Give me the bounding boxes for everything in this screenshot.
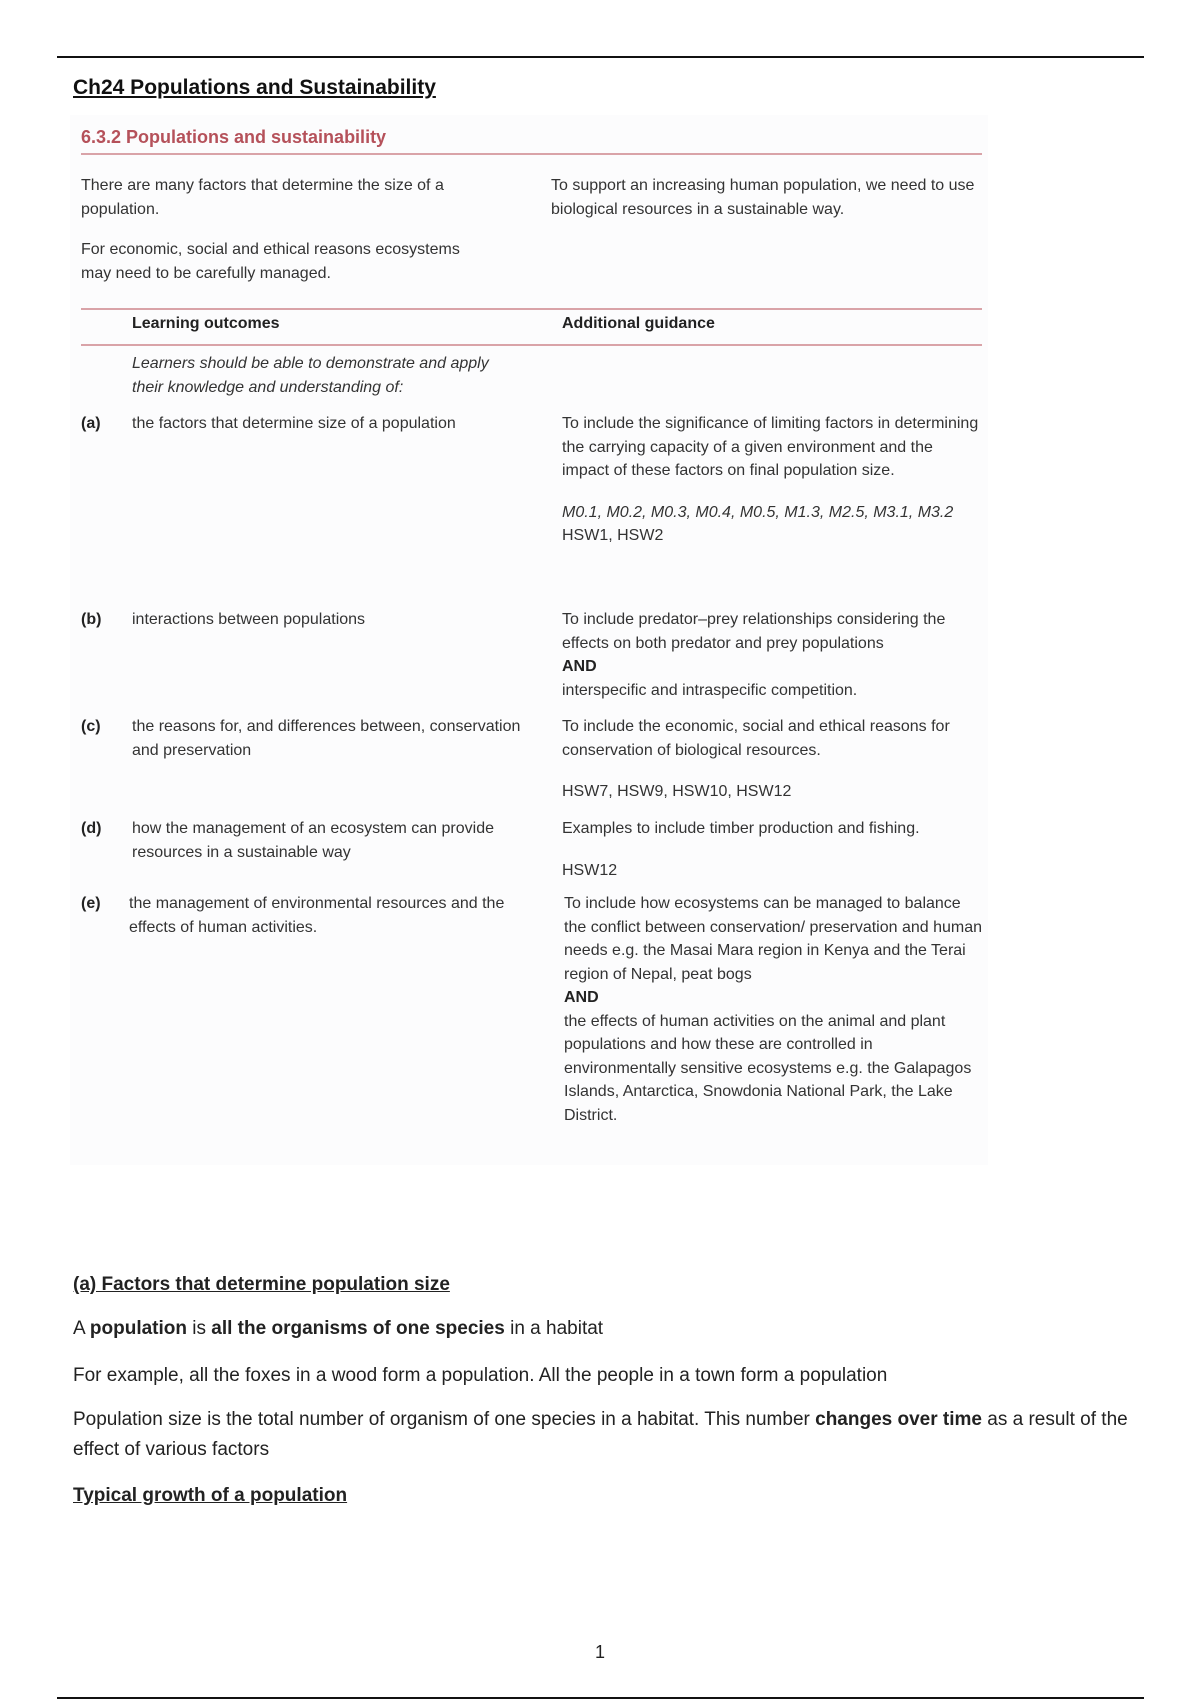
col-learning-outcomes: Learning outcomes	[132, 315, 280, 332]
col-additional-guidance: Additional guidance	[562, 315, 715, 332]
and-connector: AND	[562, 658, 597, 675]
hsw-refs: HSW1, HSW2	[562, 527, 664, 544]
row-letter: (a)	[81, 415, 101, 432]
def-emphasis: all the organisms of one species	[211, 1318, 505, 1339]
row-letter: (b)	[81, 611, 102, 628]
def-part: in a habitat	[504, 1318, 604, 1339]
guidance-text: To include how ecosystems can be managed to balance the conflict between conservation/ preservation and human needs e.g. the Masai Mara region in Kenya and the Terai region of Nepal, peat bogs	[564, 895, 983, 983]
learners-lead: Learners should be able to demonstrate and apply their knowledge and understanding of:	[132, 355, 489, 396]
row-letter: (e)	[81, 895, 101, 912]
intro-left-paragraph: For economic, social and ethical reasons ecosystems may need to be carefully managed.	[81, 241, 460, 282]
row-letter: (c)	[81, 718, 101, 735]
row-guidance	[562, 608, 982, 702]
row-outcome: the management of environmental resources and the effects of human activities.	[129, 895, 505, 936]
spec-heading: 6.3.2 Populations and sustainability	[81, 127, 387, 147]
hsw-refs: HSW12	[562, 861, 618, 879]
def-part: is	[187, 1318, 212, 1339]
top-rule	[57, 56, 1144, 58]
size-part: as a result of the effect of various factors	[73, 1409, 1128, 1460]
def-part: A	[73, 1318, 90, 1339]
def-term: population	[89, 1318, 187, 1339]
guidance-text: To include the significance of limiting factors in determining the carrying capacity of a given environment and the impact of these factors on final population size.	[562, 415, 979, 479]
guidance-text: To include the economic, social and ethical reasons for conservation of biological resources.	[562, 718, 950, 759]
guidance-text: To include predator–prey relationships considering the effects on both predator and prey populations	[562, 611, 946, 652]
table-top-rule	[81, 308, 982, 310]
intro-left	[81, 174, 491, 302]
intro-right: To support an increasing human population, we need to use biological resources in a sustainable way.	[551, 177, 975, 218]
row-outcome: the reasons for, and differences between, conservation and preservation	[132, 718, 521, 759]
intro-left-paragraph: There are many factors that determine the size of a population.	[81, 177, 444, 218]
row-outcome: interactions between populations	[132, 611, 366, 628]
section-heading-factors	[73, 1270, 1143, 1300]
hsw-refs: HSW7, HSW9, HSW10, HSW12	[562, 783, 792, 800]
page-number: 1	[594, 1642, 605, 1662]
growth-heading-text: Typical growth of a population	[73, 1485, 348, 1506]
maths-skills: M0.1, M0.2, M0.3, M0.4, M0.5, M1.3, M2.5, M3.1, M3.2	[562, 503, 954, 521]
size-part: Population size is the total number of organism of one species in a habitat. This number	[73, 1409, 816, 1430]
population-example: For example, all the foxes in a wood form a population. All the people in a town form a population	[73, 1365, 888, 1386]
row-guidance	[562, 715, 982, 804]
population-size-paragraph	[73, 1405, 1143, 1465]
guidance-text-continued: interspecific and intraspecific competition.	[562, 681, 858, 699]
and-connector: AND	[564, 989, 599, 1006]
guidance-text-continued: the effects of human activities on the animal and plant populations and how these are controlled in environmentally sensitive ecosystems e.g. the Galapagos Islands, Antarctica, Snowdonia National Park, the Lake District.	[564, 1012, 972, 1124]
table-header-rule	[81, 344, 982, 346]
spec-heading-rule	[81, 153, 982, 155]
row-outcome: the factors that determine size of a population	[132, 415, 456, 432]
row-outcome: how the management of an ecosystem can provide resources in a sustainable way	[132, 820, 494, 861]
bottom-rule	[57, 1697, 1144, 1699]
chapter-title: Ch24 Populations and Sustainability	[73, 76, 436, 99]
guidance-text: Examples to include timber production and fishing.	[562, 820, 920, 837]
row-letter: (d)	[81, 820, 102, 837]
growth-heading	[73, 1481, 1143, 1511]
row-guidance	[564, 892, 984, 1127]
row-guidance	[562, 817, 982, 882]
specification-box	[70, 115, 988, 1165]
size-emphasis: changes over time	[815, 1409, 982, 1430]
section-heading-text: (a) Factors that determine population size	[73, 1274, 450, 1295]
row-guidance	[562, 412, 982, 548]
population-definition	[73, 1314, 1143, 1344]
